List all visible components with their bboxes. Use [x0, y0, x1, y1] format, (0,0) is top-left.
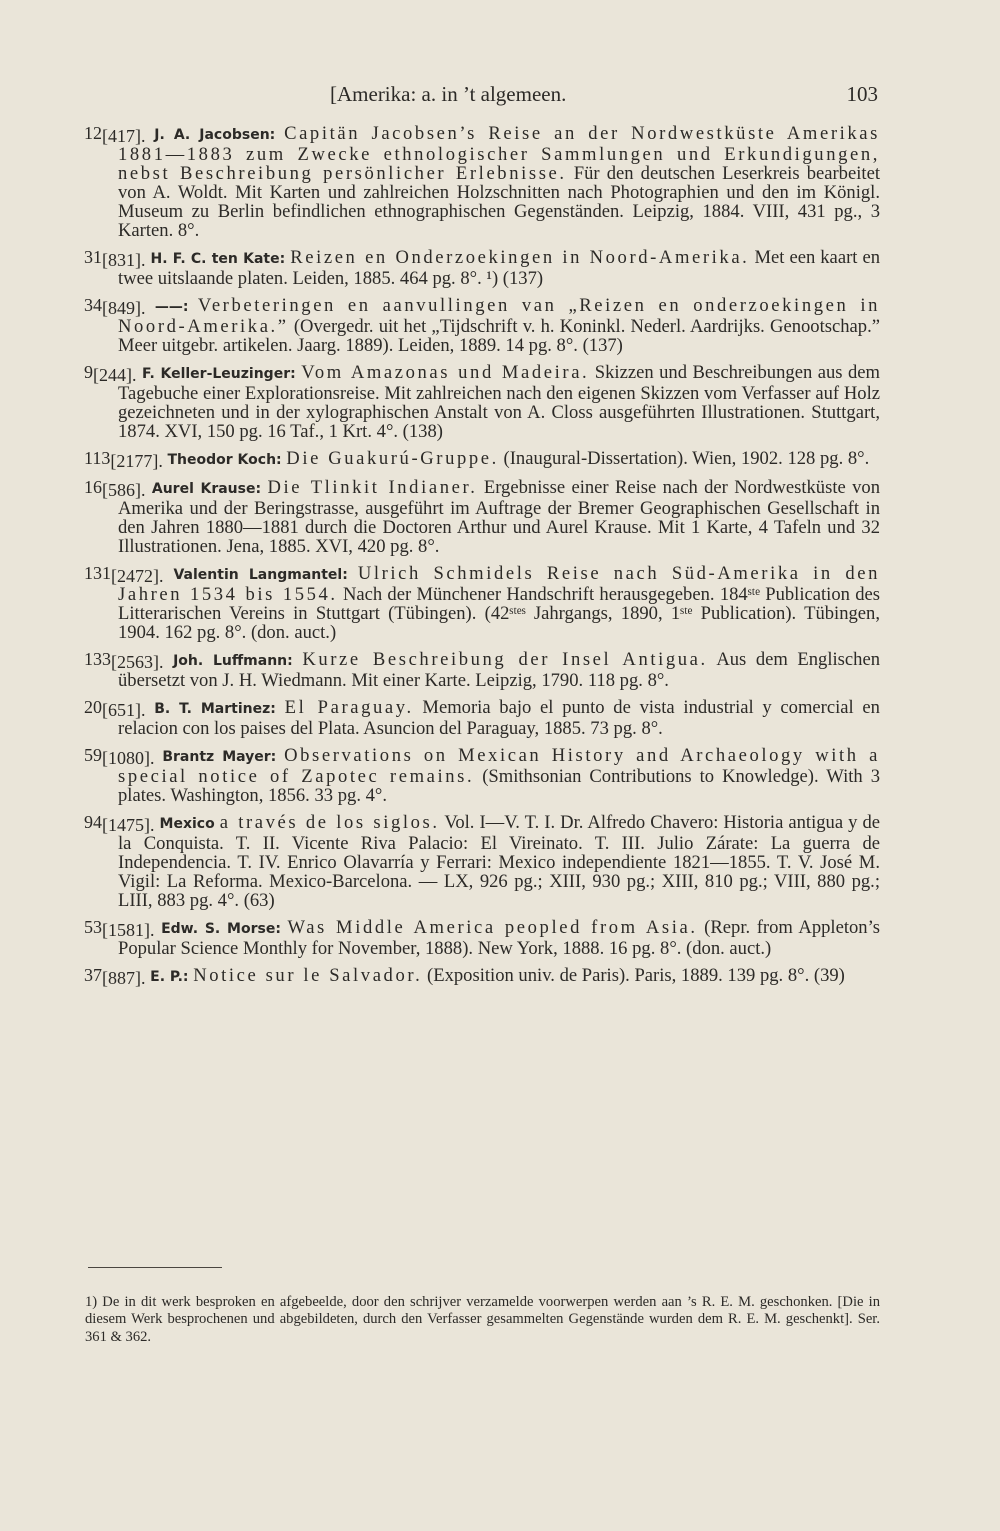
entry-reference	[84, 563, 164, 586]
entry-details: (Smithsonian Contributions to Knowledge). With 3 plates. Washington, 1856. 33 pg. 4°.	[118, 766, 880, 806]
entry-old-number: [831].	[102, 250, 146, 270]
entry-old-number: [2563].	[111, 652, 164, 672]
entry-number: 37	[84, 965, 102, 985]
entry-title: Die Tlinkit Indianer.	[267, 477, 478, 498]
entry-reference	[84, 448, 163, 471]
bibliography-list	[84, 123, 881, 995]
entry-details: Nach der Münchener Handschrift herausgegeben. 184ˢᵗᵉ Publication des Litterarischen Vereins in Stuttgart (Tübingen). (42ˢᵗᵉˢ Jahrgangs, 1890, 1ˢᵗᵉ Publication). Tübingen, 1904. 162 pg. 8°. (don. auct.)	[118, 584, 881, 643]
entry-old-number: [244].	[93, 365, 137, 385]
entry-old-number: [1581].	[102, 920, 155, 940]
entry-title: a través de los siglos.	[219, 812, 440, 833]
running-title: [Amerika: a. in ’t algemeen.	[330, 82, 567, 106]
entry-details: Skizzen und Beschreibungen aus dem Tagebuche einer Explorationsreise. Mit zahlreichen nach den eigenen Skizzen vom Verfasser auf Holz gezeichneten und in der xylographischen Anstalt von A. Closs ausgeführten Illustrationen. Stuttgart, 1874. XVI, 150 pg. 16 Taf., 1 Krt. 4°. (138)	[118, 362, 880, 442]
entry-number: 34	[84, 295, 102, 315]
bibliography-entry	[84, 745, 880, 806]
entry-number: 131	[84, 563, 111, 583]
entry-number: 59	[84, 745, 102, 765]
bibliography-entry	[84, 362, 880, 442]
entry-old-number: [1080].	[102, 748, 155, 768]
entry-title: Die Guakurú-Gruppe.	[286, 448, 499, 469]
entry-details: Ergebnisse einer Reise nach der Nordwestküste von Amerika und der Beringstrasse, ausgeführt im Auftrage der Bremer Geographischen Gesellschaft in den Jahren 1880—1881 durch die Doctoren Arthur und Aurel Krause. Mit 1 Karte, 4 Tafeln und 32 Illustrationen. Jena, 1885. XVI, 420 pg. 8°.	[118, 477, 881, 557]
entry-title: Reizen en Onderzoekingen in Noord-Amerika.	[290, 247, 750, 268]
entry-old-number: [887].	[102, 968, 146, 988]
entry-details: Für den deutschen Leserkreis bearbeitet von A. Woldt. Mit Karten und zahlreichen Holzschnitten nach Photographien und den im Königl. Museum zu Berlin befindlichen ethnographischen Gegenständen. Leipzig, 1884. VIII, 431 pg., 3 Karten. 8°.	[118, 163, 880, 241]
entry-author: E. P.:	[150, 969, 189, 985]
entry-author: ——:	[154, 299, 189, 315]
entry-old-number: [417].	[102, 126, 146, 146]
bibliography-entry	[84, 563, 881, 643]
entry-details: (Repr. from Appleton’s Popular Science Monthly for November, 1888). New York, 1888. 16 pg. 8°. (don. auct.)	[118, 917, 881, 959]
entry-number: 94	[84, 812, 102, 832]
entry-author: Aurel Krause:	[151, 481, 262, 497]
bibliography-entry	[84, 247, 880, 289]
entry-reference	[84, 745, 155, 768]
footnote: 1) De in dit werk besproken en afgebeelde, door den schrijver verzamelde voorwerpen werden aan ’s R. E. M. geschonken. [Die in diesem Werk besprochenen und abgebildeten, durch den Verfasser gesammelten Gegenstände wurden dem R. E. M. geschenkt]. Ser. 361 & 362.	[85, 1293, 880, 1345]
entry-reference	[84, 295, 146, 318]
bibliography-entry	[84, 448, 880, 471]
entry-details: (Exposition univ. de Paris). Paris, 1889. 139 pg. 8°. (39)	[427, 965, 845, 986]
entry-reference	[84, 812, 155, 835]
page-number: 103	[846, 82, 878, 106]
entry-author: Mexico	[159, 816, 215, 832]
bibliography-entry	[84, 123, 880, 241]
entry-reference	[84, 697, 146, 720]
entry-reference	[84, 123, 146, 146]
entry-title: Vom Amazonas und Madeira.	[301, 362, 590, 383]
entry-number: 20	[84, 697, 102, 717]
bibliography-entry	[84, 917, 881, 959]
entry-old-number: [1475].	[102, 815, 155, 835]
entry-reference	[84, 965, 146, 988]
entry-details: Memoria bajo el punto de vista industrial y comercial en relacion con los paises del Plata. Asuncion del Paraguay, 1885. 73 pg. 8°.	[118, 697, 880, 739]
entry-reference	[84, 649, 164, 672]
entry-old-number: [651].	[102, 700, 146, 720]
entry-old-number: [849].	[102, 298, 146, 318]
entry-title: Capitän Jacobsen’s Reise an der Nordwestküste Amerikas 1881—1883 zum Zwecke ethnologischer Sammlungen und Erkundigungen, nebst Beschreibung persönlicher Erlebnisse.	[118, 123, 880, 184]
bibliography-entry	[84, 649, 881, 691]
entry-old-number: [586].	[102, 480, 146, 500]
footnote-divider	[88, 1267, 222, 1268]
entry-old-number: [2177].	[110, 451, 163, 471]
entry-reference	[84, 477, 146, 500]
entry-details: (Overgedr. uit het „Tijdschrift v. h. Koninkl. Nederl. Aardrijks. Genootschap.” Meer uitgebr. artikelen. Jaarg. 1889). Leiden, 1889. 14 pg. 8°. (137)	[118, 316, 880, 356]
entry-title: Verbeteringen en aanvullingen van „Reizen en onderzoekingen in Noord-Amerika.”	[118, 295, 880, 337]
entry-author: J. A. Jacobsen:	[154, 127, 276, 143]
entry-author: F. Keller-Leuzinger:	[141, 366, 296, 382]
entry-author: B. T. Martinez:	[154, 701, 276, 717]
entry-author: H. F. C. ten Kate:	[150, 251, 286, 267]
entry-title: Ulrich Schmidels Reise nach Süd-Amerika in den Jahren 1534 bis 1554.	[118, 563, 881, 605]
entry-number: 16	[84, 477, 102, 497]
bibliography-entry	[84, 477, 881, 557]
entry-title: El Paraguay.	[284, 697, 414, 718]
bibliography-entry	[84, 697, 880, 739]
entry-number: 12	[84, 123, 102, 143]
bibliography-entry	[84, 812, 880, 911]
bibliography-entry	[84, 965, 880, 988]
entry-reference	[84, 917, 155, 940]
entry-reference	[84, 362, 137, 385]
entry-title: Kurze Beschreibung der Insel Antigua.	[302, 649, 708, 670]
entry-number: 53	[84, 917, 102, 937]
entry-title: Was Middle America peopled from Asia.	[287, 917, 698, 938]
entry-details: (Inaugural-Dissertation). Wien, 1902. 128 pg. 8°.	[503, 448, 870, 469]
entry-details: Met een kaart en twee uitslaande platen. Leiden, 1885. 464 pg. 8°. ¹) (137)	[118, 247, 880, 289]
entry-number: 9	[84, 362, 93, 382]
entry-number: 31	[84, 247, 102, 267]
entry-author: Valentin Langmantel:	[173, 567, 348, 583]
bibliography-entry	[84, 295, 880, 356]
entry-title: Observations on Mexican History and Archaeology with a special notice of Zapotec remains.	[118, 745, 880, 787]
entry-author: Joh. Luffmann:	[173, 653, 293, 669]
entry-details: Aus dem Englischen übersetzt von J. H. Wiedmann. Mit einer Karte. Leipzig, 1790. 118 pg. 8°.	[118, 649, 881, 691]
entry-author: Brantz Mayer:	[162, 749, 277, 765]
entry-number: 113	[84, 448, 111, 468]
entry-author: Edw. S. Morse:	[161, 921, 281, 937]
entry-title: Notice sur le Salvador.	[193, 965, 423, 986]
entry-author: Theodor Koch:	[167, 452, 282, 468]
entry-old-number: [2472].	[111, 566, 164, 586]
entry-details: Vol. I—V. T. I. Dr. Alfredo Chavero: Historia antigua y de la Conquista. T. II. Vicente Riva Palacio: El Vireinato. T. III. Julio Zárate: La guerra de Independencia. T. IV. Enrico Olavarría y Ferrari: Mexico independiente 1821—1855. T. V. José M. Vigil: La Reforma. Mexico-Barcelona. — LX, 926 pg.; XIII, 930 pg.; XIII, 810 pg.; VIII, 880 pg.; LIII, 883 pg. 4°. (63)	[118, 812, 880, 911]
entry-number: 133	[84, 649, 111, 669]
entry-reference	[84, 247, 146, 270]
